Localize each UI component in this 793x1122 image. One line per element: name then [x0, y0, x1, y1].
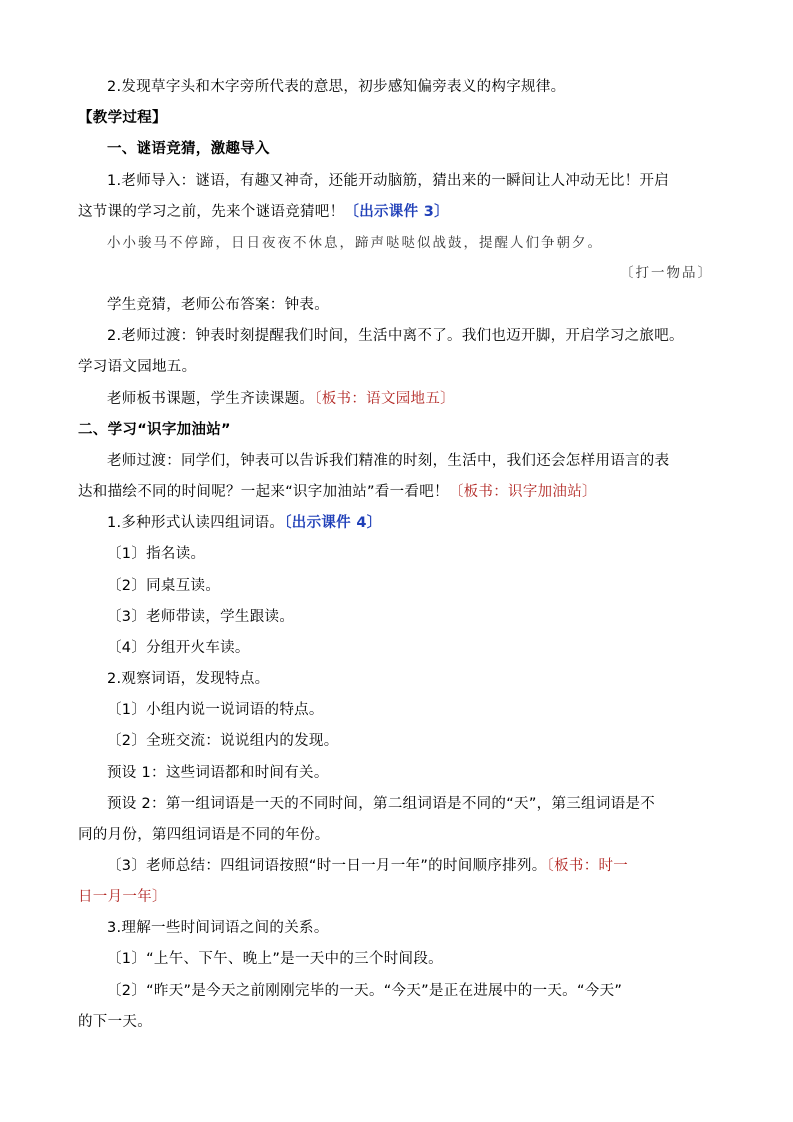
paragraph-line: 的下一天。: [78, 1014, 152, 1030]
board-note: 〔板书：语文园地五〕: [314, 391, 455, 407]
paragraph-line: 达和描绘不同的时间呢？一起来“识字加油站”看一看吧！〔板书：识字加油站〕: [78, 484, 597, 500]
heading-riddle-intro: 一、谜语竞猜，激趣导入: [107, 141, 270, 157]
list-item: 〔3〕老师总结：四组词语按照“时一日一月一年”的时间顺序排列。〔板书：时一: [107, 858, 629, 874]
list-item: 〔2〕同桌互读。: [107, 578, 221, 594]
list-item: 〔1〕指名读。: [107, 546, 206, 562]
paragraph-line: 预设 1：这些词语都和时间有关。: [107, 765, 329, 781]
riddle-text: 小小骏马不停蹄，日日夜夜不休息，蹄声哒哒似战鼓，提醒人们争朝夕。: [107, 235, 603, 251]
paragraph-line: 预设 2：第一组词语是一天的不同时间，第二组词语是不同的“天”，第三组词语是不: [107, 796, 656, 812]
paragraph-line: 3.理解一些时间词语之间的关系。: [107, 920, 329, 936]
board-note-continued: 日一月一年〕: [78, 889, 167, 905]
courseware-note: 〔出示课件 4〕: [284, 515, 382, 531]
paragraph-line: 老师过渡：同学们，钟表可以告诉我们精准的时刻，生活中，我们还会怎样用语言的表: [107, 453, 670, 469]
paragraph-line: 2.观察词语，发现特点。: [107, 671, 270, 687]
board-note: 〔板书：时一: [546, 858, 629, 874]
paragraph-line: 老师板书课题，学生齐读课题。〔板书：语文园地五〕: [107, 391, 455, 407]
board-note: 〔板书：识字加油站〕: [448, 484, 597, 500]
riddle-hint: 〔打一物品〕: [620, 265, 713, 281]
objective-2: 2.发现草字头和木字旁所代表的意思，初步感知偏旁表义的构字规律。: [107, 79, 566, 95]
paragraph-line: 同的月份，第四组词语是不同的年份。: [78, 827, 330, 843]
section-heading-teaching-process: 【教学过程】: [78, 110, 167, 126]
paragraph-line: 学生竞猜，老师公布答案：钟表。: [107, 297, 329, 313]
paragraph-line: 这节课的学习之前，先来个谜语竞猜吧！〔出示课件 3〕: [78, 204, 449, 220]
paragraph-line: 学习语文园地五。: [78, 359, 197, 375]
paragraph-line: 1.多种形式认读四组词语。〔出示课件 4〕: [107, 515, 382, 531]
courseware-note: 〔出示课件 3〕: [344, 204, 449, 220]
list-item: 〔2〕“昨天”是今天之前刚刚完毕的一天。“今天”是正在进展中的一天。“今天”: [107, 983, 623, 999]
heading-literacy-station: 二、学习“识字加油站”: [78, 422, 231, 438]
paragraph-line: 2.老师过渡：钟表时刻提醒我们时间，生活中离不了。我们也迈开脚，开启学习之旅吧。: [107, 328, 684, 344]
list-item: 〔1〕“上午、下午、晚上”是一天中的三个时间段。: [107, 951, 443, 967]
list-item: 〔2〕全班交流：说说组内的发现。: [107, 733, 339, 749]
list-item: 〔3〕老师带读，学生跟读。: [107, 609, 295, 625]
paragraph-line: 1.老师导入：谜语，有趣又神奇，还能开动脑筋，猜出来的一瞬间让人冲动无比！开启: [107, 173, 670, 189]
list-item: 〔4〕分组开火车读。: [107, 640, 250, 656]
list-item: 〔1〕小组内说一说词语的特点。: [107, 702, 324, 718]
